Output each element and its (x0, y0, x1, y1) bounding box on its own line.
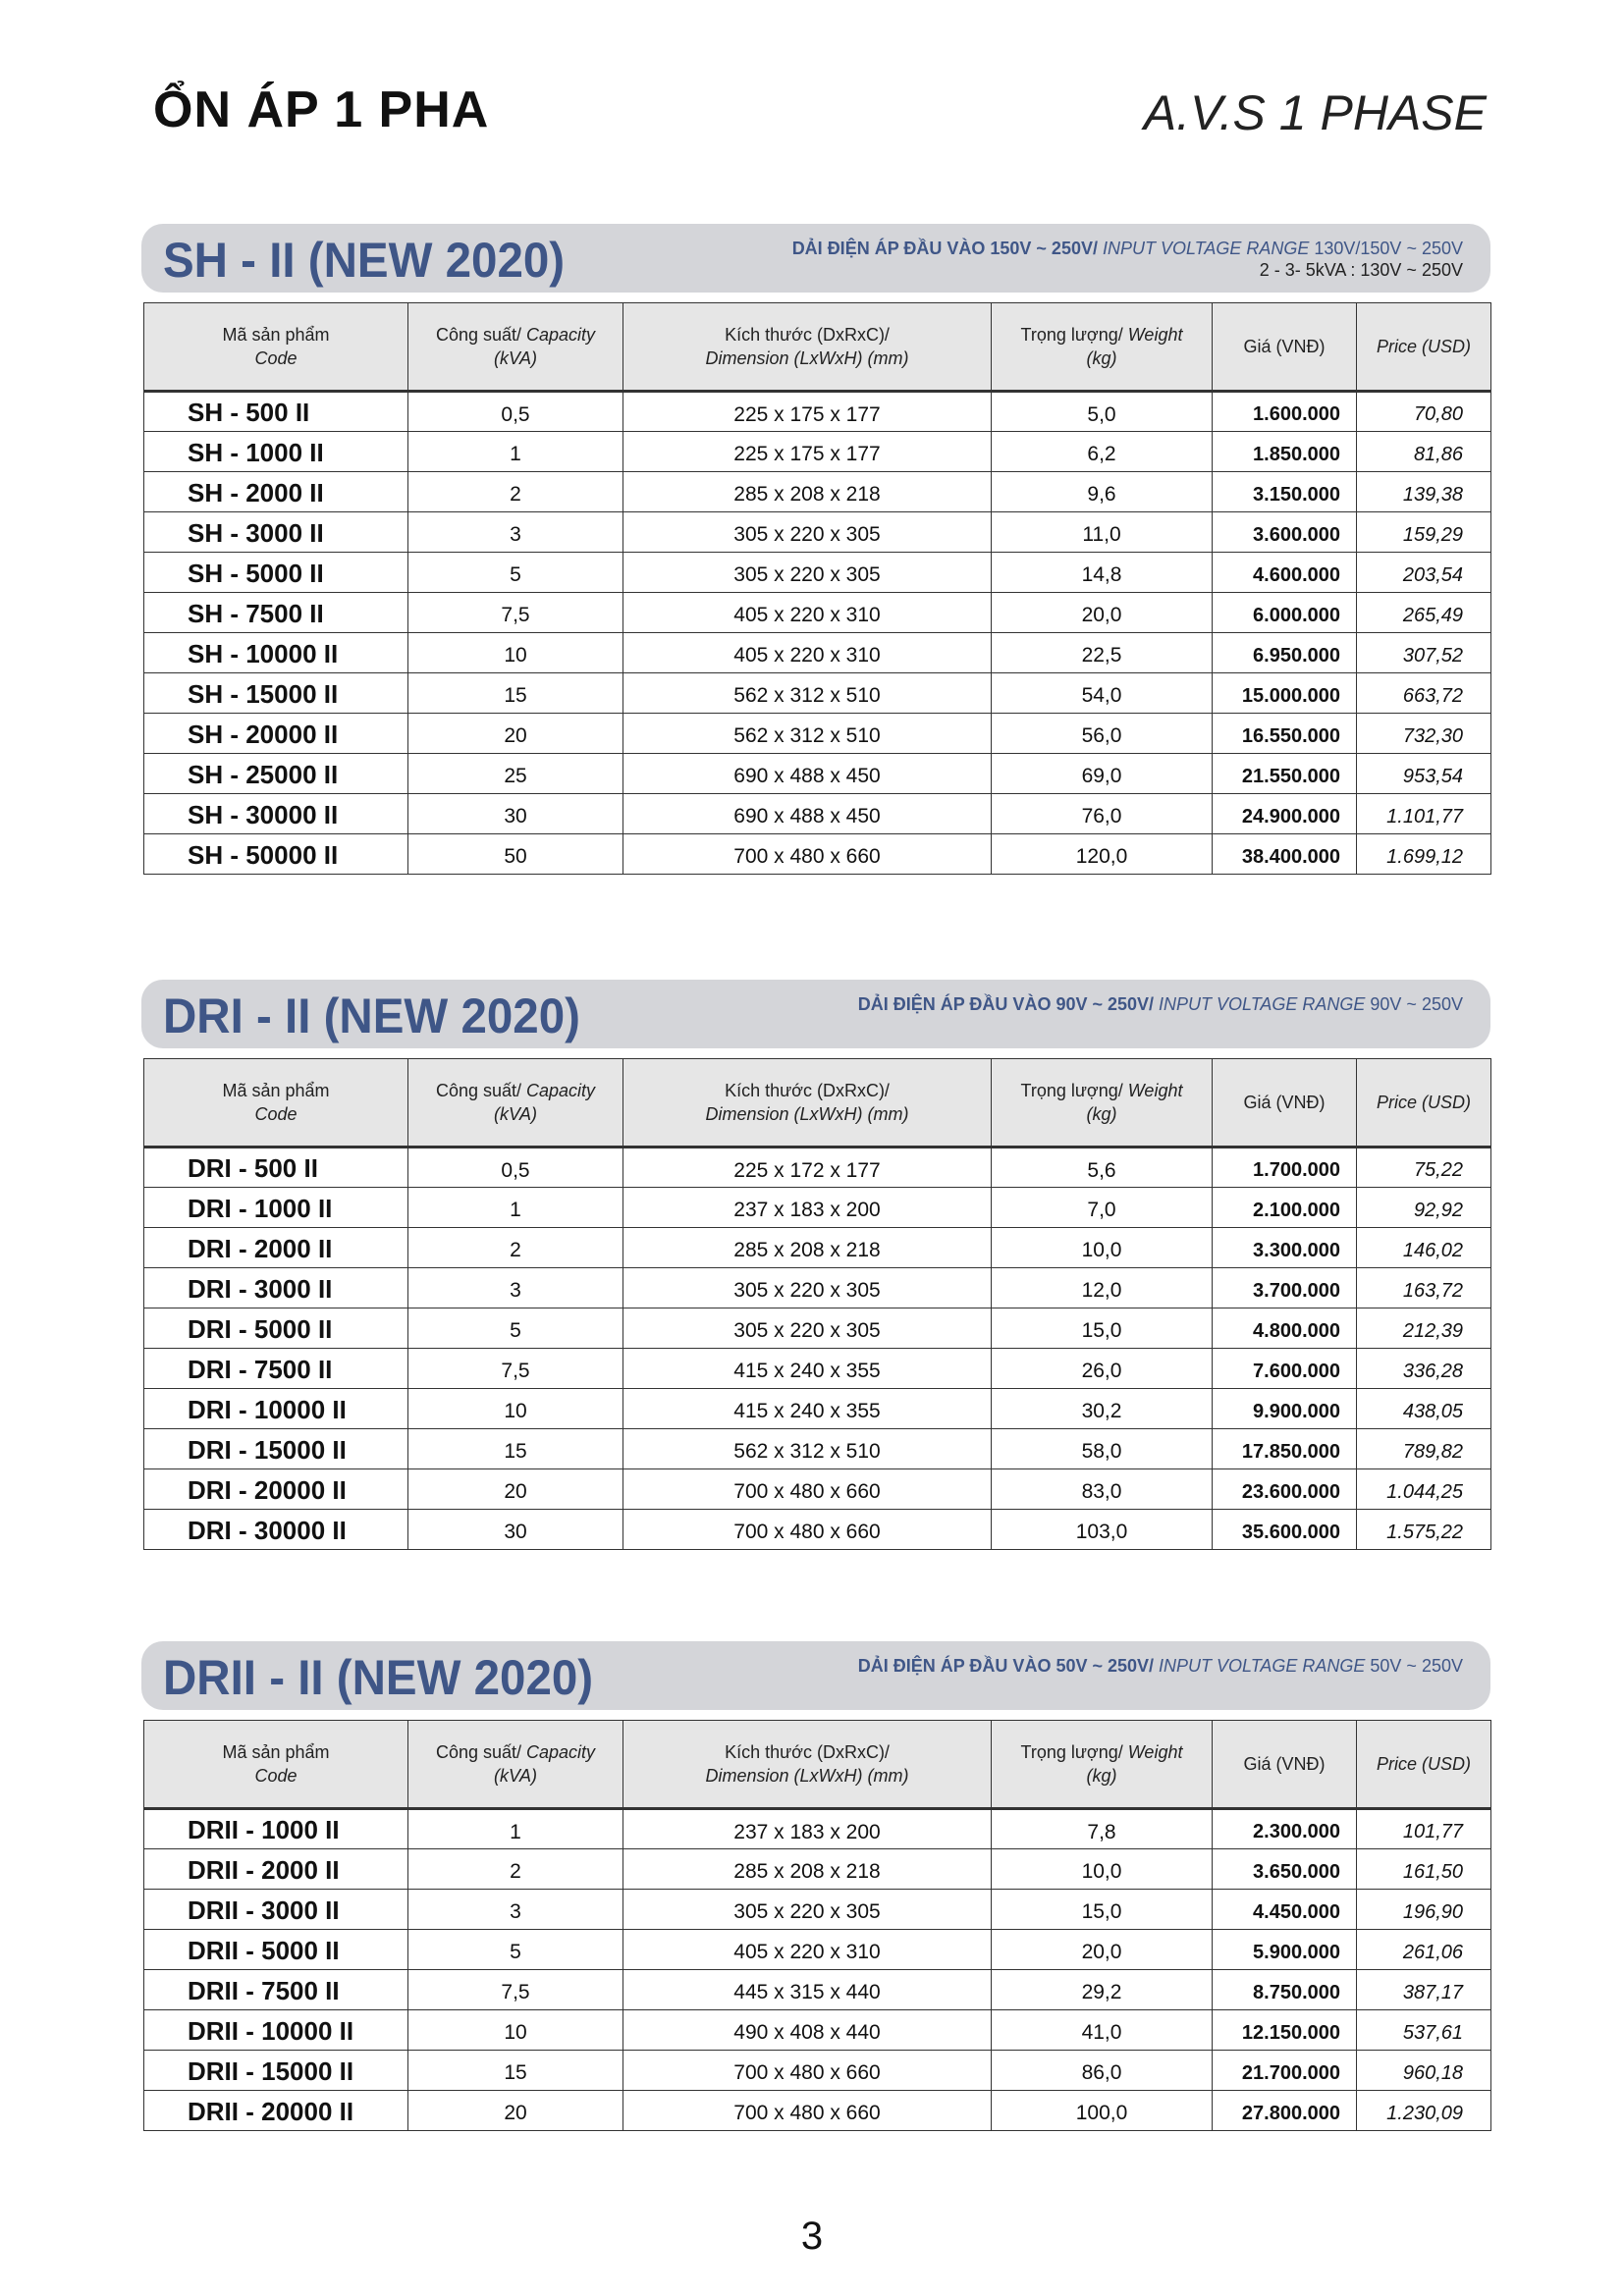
cell-code: SH - 15000 II (144, 673, 408, 714)
cell-usd: 1.575,22 (1357, 1510, 1491, 1550)
cell-code: DRII - 3000 II (144, 1890, 408, 1930)
cell-dim: 285 x 208 x 218 (623, 472, 992, 512)
cell-usd: 159,29 (1357, 512, 1491, 553)
cell-wt: 7,8 (992, 1809, 1213, 1849)
cell-vnd: 6.950.000 (1213, 633, 1357, 673)
cell-wt: 10,0 (992, 1228, 1213, 1268)
cell-wt: 6,2 (992, 432, 1213, 472)
cell-cap: 20 (408, 714, 623, 754)
cell-usd: 161,50 (1357, 1849, 1491, 1890)
cell-vnd: 12.150.000 (1213, 2010, 1357, 2051)
page-title-en: A.V.S 1 PHASE (1143, 85, 1487, 140)
voltage-range (858, 993, 1463, 1015)
cell-vnd: 7.600.000 (1213, 1349, 1357, 1389)
cell-cap: 7,5 (408, 593, 623, 633)
cell-code: DRI - 1000 II (144, 1188, 408, 1228)
table-row (144, 2010, 1491, 2051)
cell-cap: 10 (408, 1389, 623, 1429)
cell-vnd: 15.000.000 (1213, 673, 1357, 714)
cell-dim: 305 x 220 x 305 (623, 553, 992, 593)
cell-cap: 5 (408, 1930, 623, 1970)
cell-wt: 15,0 (992, 1890, 1213, 1930)
cell-code: DRI - 500 II (144, 1148, 408, 1188)
cell-usd: 92,92 (1357, 1188, 1491, 1228)
cell-wt: 10,0 (992, 1849, 1213, 1890)
cell-dim: 305 x 220 x 305 (623, 1308, 992, 1349)
cell-dim: 405 x 220 x 310 (623, 593, 992, 633)
cell-cap: 3 (408, 1890, 623, 1930)
cell-code: DRII - 7500 II (144, 1970, 408, 2010)
cell-dim: 415 x 240 x 355 (623, 1389, 992, 1429)
cell-dim: 415 x 240 x 355 (623, 1349, 992, 1389)
cell-wt: 56,0 (992, 714, 1213, 754)
cell-cap: 5 (408, 1308, 623, 1349)
cell-wt: 30,2 (992, 1389, 1213, 1429)
cell-usd: 265,49 (1357, 593, 1491, 633)
cell-vnd: 3.700.000 (1213, 1268, 1357, 1308)
cell-wt: 20,0 (992, 593, 1213, 633)
cell-code: DRII - 15000 II (144, 2051, 408, 2091)
cell-vnd: 38.400.000 (1213, 834, 1357, 875)
cell-code: SH - 7500 II (144, 593, 408, 633)
cell-usd: 960,18 (1357, 2051, 1491, 2091)
cell-cap: 1 (408, 1809, 623, 1849)
cell-wt: 76,0 (992, 794, 1213, 834)
cell-wt: 83,0 (992, 1469, 1213, 1510)
col-code: Mã sản phẩm Code (144, 303, 408, 392)
col-capacity: Công suất/ Capacity (kVA) (408, 1059, 623, 1148)
cell-code: DRI - 10000 II (144, 1389, 408, 1429)
cell-vnd: 6.000.000 (1213, 593, 1357, 633)
cell-cap: 0,5 (408, 1148, 623, 1188)
table-row (144, 673, 1491, 714)
cell-cap: 15 (408, 1429, 623, 1469)
table-row (144, 633, 1491, 673)
cell-cap: 50 (408, 834, 623, 875)
cell-wt: 11,0 (992, 512, 1213, 553)
table-row (144, 553, 1491, 593)
cell-wt: 100,0 (992, 2091, 1213, 2131)
cell-usd: 438,05 (1357, 1389, 1491, 1429)
section-title: SH - II (NEW 2020) (163, 233, 566, 288)
cell-cap: 10 (408, 633, 623, 673)
range-en: INPUT VOLTAGE RANGE (1097, 239, 1310, 258)
cell-usd: 789,82 (1357, 1429, 1491, 1469)
cell-dim: 690 x 488 x 450 (623, 754, 992, 794)
cell-usd: 336,28 (1357, 1349, 1491, 1389)
cell-cap: 30 (408, 1510, 623, 1550)
cell-usd: 196,90 (1357, 1890, 1491, 1930)
cell-wt: 5,0 (992, 392, 1213, 432)
cell-usd: 163,72 (1357, 1268, 1491, 1308)
cell-wt: 22,5 (992, 633, 1213, 673)
cell-dim: 285 x 208 x 218 (623, 1228, 992, 1268)
cell-dim: 700 x 480 x 660 (623, 2091, 992, 2131)
cell-cap: 5 (408, 553, 623, 593)
col-price-usd: Price (USD) (1357, 303, 1491, 392)
col-price-vnd: Giá (VNĐ) (1213, 303, 1357, 392)
cell-cap: 30 (408, 794, 623, 834)
cell-usd: 261,06 (1357, 1930, 1491, 1970)
cell-vnd: 4.800.000 (1213, 1308, 1357, 1349)
cell-wt: 20,0 (992, 1930, 1213, 1970)
table-row (144, 1268, 1491, 1308)
table-row (144, 1849, 1491, 1890)
col-dimension: Kích thước (DxRxC)/ Dimension (LxWxH) (mm) (623, 1721, 992, 1809)
cell-usd: 537,61 (1357, 2010, 1491, 2051)
table-row (144, 1510, 1491, 1550)
cell-usd: 663,72 (1357, 673, 1491, 714)
table-header (144, 303, 1491, 392)
cell-usd: 70,80 (1357, 392, 1491, 432)
cell-code: DRI - 3000 II (144, 1268, 408, 1308)
table-row (144, 714, 1491, 754)
range-note: 2 - 3- 5kVA : 130V ~ 250V (1259, 260, 1463, 280)
section-title: DRI - II (NEW 2020) (163, 988, 580, 1043)
cell-wt: 29,2 (992, 1970, 1213, 2010)
voltage-range (858, 1655, 1463, 1677)
table-row (144, 1389, 1491, 1429)
table-row (144, 1809, 1491, 1849)
col-capacity: Công suất/ Capacity (kVA) (408, 303, 623, 392)
cell-dim: 445 x 315 x 440 (623, 1970, 992, 2010)
cell-usd: 953,54 (1357, 754, 1491, 794)
table-row (144, 1429, 1491, 1469)
cell-cap: 1 (408, 432, 623, 472)
cell-wt: 58,0 (992, 1429, 1213, 1469)
cell-dim: 225 x 175 x 177 (623, 432, 992, 472)
price-table (143, 1720, 1491, 2131)
cell-dim: 490 x 408 x 440 (623, 2010, 992, 2051)
cell-dim: 700 x 480 x 660 (623, 1469, 992, 1510)
section-banner (141, 980, 1490, 1048)
cell-vnd: 24.900.000 (1213, 794, 1357, 834)
section-drii (141, 1641, 1490, 2131)
section-banner (141, 224, 1490, 293)
table-header (144, 1721, 1491, 1809)
cell-dim: 225 x 175 x 177 (623, 392, 992, 432)
cell-vnd: 1.850.000 (1213, 432, 1357, 472)
cell-code: SH - 25000 II (144, 754, 408, 794)
table-row (144, 794, 1491, 834)
col-code: Mã sản phẩm Code (144, 1059, 408, 1148)
cell-usd: 1.699,12 (1357, 834, 1491, 875)
cell-code: SH - 10000 II (144, 633, 408, 673)
cell-usd: 307,52 (1357, 633, 1491, 673)
range-value: 130V/150V ~ 250V (1309, 239, 1463, 258)
col-weight: Trọng lượng/ Weight (kg) (992, 303, 1213, 392)
price-table (143, 1058, 1491, 1550)
cell-code: SH - 20000 II (144, 714, 408, 754)
table-row (144, 593, 1491, 633)
cell-wt: 5,6 (992, 1148, 1213, 1188)
cell-wt: 120,0 (992, 834, 1213, 875)
cell-dim: 690 x 488 x 450 (623, 794, 992, 834)
cell-usd: 81,86 (1357, 432, 1491, 472)
section-banner (141, 1641, 1490, 1710)
cell-cap: 7,5 (408, 1349, 623, 1389)
col-dimension: Kích thước (DxRxC)/ Dimension (LxWxH) (mm) (623, 303, 992, 392)
table-row (144, 1469, 1491, 1510)
col-dimension: Kích thước (DxRxC)/ Dimension (LxWxH) (mm) (623, 1059, 992, 1148)
range-vn: DẢI ĐIỆN ÁP ĐẦU VÀO 50V ~ 250V/ (857, 1656, 1155, 1676)
cell-cap: 25 (408, 754, 623, 794)
cell-vnd: 35.600.000 (1213, 1510, 1357, 1550)
cell-cap: 3 (408, 1268, 623, 1308)
cell-cap: 2 (408, 1849, 623, 1890)
cell-usd: 1.044,25 (1357, 1469, 1491, 1510)
table-row (144, 1228, 1491, 1268)
cell-dim: 700 x 480 x 660 (623, 2051, 992, 2091)
col-price-usd: Price (USD) (1357, 1721, 1491, 1809)
cell-code: DRI - 2000 II (144, 1228, 408, 1268)
cell-dim: 237 x 183 x 200 (623, 1188, 992, 1228)
cell-vnd: 1.600.000 (1213, 392, 1357, 432)
table-row (144, 1349, 1491, 1389)
table-row (144, 754, 1491, 794)
cell-cap: 20 (408, 1469, 623, 1510)
cell-wt: 86,0 (992, 2051, 1213, 2091)
cell-cap: 1 (408, 1188, 623, 1228)
cell-dim: 305 x 220 x 305 (623, 1890, 992, 1930)
table-row (144, 1308, 1491, 1349)
cell-vnd: 2.300.000 (1213, 1809, 1357, 1849)
table-row (144, 1188, 1491, 1228)
range-value: 90V ~ 250V (1365, 994, 1463, 1014)
cell-code: DRI - 5000 II (144, 1308, 408, 1349)
table-row (144, 1148, 1491, 1188)
table-header (144, 1059, 1491, 1148)
cell-code: SH - 5000 II (144, 553, 408, 593)
cell-vnd: 23.600.000 (1213, 1469, 1357, 1510)
cell-code: SH - 2000 II (144, 472, 408, 512)
col-price-usd: Price (USD) (1357, 1059, 1491, 1148)
range-en: INPUT VOLTAGE RANGE (1154, 1656, 1366, 1676)
cell-usd: 212,39 (1357, 1308, 1491, 1349)
cell-usd: 75,22 (1357, 1148, 1491, 1188)
cell-dim: 700 x 480 x 660 (623, 834, 992, 875)
cell-vnd: 8.750.000 (1213, 1970, 1357, 2010)
cell-dim: 700 x 480 x 660 (623, 1510, 992, 1550)
voltage-range (792, 238, 1463, 281)
cell-dim: 285 x 208 x 218 (623, 1849, 992, 1890)
range-vn: DẢI ĐIỆN ÁP ĐẦU VÀO 150V ~ 250V/ (791, 239, 1098, 258)
cell-usd: 1.230,09 (1357, 2091, 1491, 2131)
cell-wt: 54,0 (992, 673, 1213, 714)
table-row (144, 2051, 1491, 2091)
cell-cap: 7,5 (408, 1970, 623, 2010)
cell-cap: 2 (408, 1228, 623, 1268)
table-row (144, 1930, 1491, 1970)
cell-wt: 103,0 (992, 1510, 1213, 1550)
cell-vnd: 4.450.000 (1213, 1890, 1357, 1930)
cell-code: SH - 1000 II (144, 432, 408, 472)
table-row (144, 392, 1491, 432)
table-row (144, 834, 1491, 875)
cell-cap: 3 (408, 512, 623, 553)
cell-dim: 305 x 220 x 305 (623, 512, 992, 553)
cell-vnd: 3.150.000 (1213, 472, 1357, 512)
cell-vnd: 16.550.000 (1213, 714, 1357, 754)
cell-usd: 387,17 (1357, 1970, 1491, 2010)
price-table (143, 302, 1491, 875)
cell-usd: 203,54 (1357, 553, 1491, 593)
cell-usd: 139,38 (1357, 472, 1491, 512)
cell-cap: 0,5 (408, 392, 623, 432)
cell-wt: 9,6 (992, 472, 1213, 512)
cell-usd: 732,30 (1357, 714, 1491, 754)
table-row (144, 432, 1491, 472)
cell-dim: 562 x 312 x 510 (623, 673, 992, 714)
range-vn: DẢI ĐIỆN ÁP ĐẦU VÀO 90V ~ 250V/ (857, 994, 1155, 1014)
cell-code: SH - 50000 II (144, 834, 408, 875)
col-code: Mã sản phẩm Code (144, 1721, 408, 1809)
cell-vnd: 27.800.000 (1213, 2091, 1357, 2131)
cell-wt: 15,0 (992, 1308, 1213, 1349)
cell-wt: 7,0 (992, 1188, 1213, 1228)
cell-usd: 146,02 (1357, 1228, 1491, 1268)
cell-dim: 405 x 220 x 310 (623, 1930, 992, 1970)
cell-dim: 562 x 312 x 510 (623, 1429, 992, 1469)
cell-vnd: 3.300.000 (1213, 1228, 1357, 1268)
cell-dim: 237 x 183 x 200 (623, 1809, 992, 1849)
cell-cap: 10 (408, 2010, 623, 2051)
cell-dim: 405 x 220 x 310 (623, 633, 992, 673)
cell-code: SH - 500 II (144, 392, 408, 432)
range-value: 50V ~ 250V (1365, 1656, 1463, 1676)
col-capacity: Công suất/ Capacity (kVA) (408, 1721, 623, 1809)
range-en: INPUT VOLTAGE RANGE (1154, 994, 1366, 1014)
cell-dim: 225 x 172 x 177 (623, 1148, 992, 1188)
cell-wt: 12,0 (992, 1268, 1213, 1308)
cell-code: SH - 30000 II (144, 794, 408, 834)
cell-usd: 101,77 (1357, 1809, 1491, 1849)
cell-code: DRI - 7500 II (144, 1349, 408, 1389)
table-row (144, 2091, 1491, 2131)
cell-wt: 14,8 (992, 553, 1213, 593)
cell-code: DRII - 10000 II (144, 2010, 408, 2051)
page-number: 3 (800, 2215, 824, 2258)
table-row (144, 472, 1491, 512)
cell-code: DRII - 20000 II (144, 2091, 408, 2131)
cell-code: DRI - 15000 II (144, 1429, 408, 1469)
cell-code: DRI - 30000 II (144, 1510, 408, 1550)
cell-cap: 15 (408, 2051, 623, 2091)
cell-wt: 26,0 (992, 1349, 1213, 1389)
cell-code: DRII - 1000 II (144, 1809, 408, 1849)
cell-wt: 69,0 (992, 754, 1213, 794)
cell-code: DRII - 5000 II (144, 1930, 408, 1970)
cell-cap: 15 (408, 673, 623, 714)
table-row (144, 512, 1491, 553)
cell-vnd: 2.100.000 (1213, 1188, 1357, 1228)
table-row (144, 1890, 1491, 1930)
cell-wt: 41,0 (992, 2010, 1213, 2051)
section-sh (141, 224, 1490, 875)
cell-vnd: 3.650.000 (1213, 1849, 1357, 1890)
page-title-vn: ỔN ÁP 1 PHA (153, 81, 490, 138)
col-weight: Trọng lượng/ Weight (kg) (992, 1721, 1213, 1809)
cell-vnd: 9.900.000 (1213, 1389, 1357, 1429)
cell-vnd: 3.600.000 (1213, 512, 1357, 553)
cell-code: DRII - 2000 II (144, 1849, 408, 1890)
col-price-vnd: Giá (VNĐ) (1213, 1721, 1357, 1809)
cell-dim: 562 x 312 x 510 (623, 714, 992, 754)
cell-vnd: 21.550.000 (1213, 754, 1357, 794)
cell-code: DRI - 20000 II (144, 1469, 408, 1510)
table-row (144, 1970, 1491, 2010)
cell-vnd: 4.600.000 (1213, 553, 1357, 593)
cell-vnd: 17.850.000 (1213, 1429, 1357, 1469)
cell-vnd: 21.700.000 (1213, 2051, 1357, 2091)
section-dri (141, 980, 1490, 1550)
cell-code: SH - 3000 II (144, 512, 408, 553)
cell-usd: 1.101,77 (1357, 794, 1491, 834)
cell-dim: 305 x 220 x 305 (623, 1268, 992, 1308)
col-price-vnd: Giá (VNĐ) (1213, 1059, 1357, 1148)
cell-cap: 20 (408, 2091, 623, 2131)
cell-cap: 2 (408, 472, 623, 512)
col-weight: Trọng lượng/ Weight (kg) (992, 1059, 1213, 1148)
section-title: DRII - II (NEW 2020) (163, 1650, 594, 1705)
cell-vnd: 5.900.000 (1213, 1930, 1357, 1970)
cell-vnd: 1.700.000 (1213, 1148, 1357, 1188)
